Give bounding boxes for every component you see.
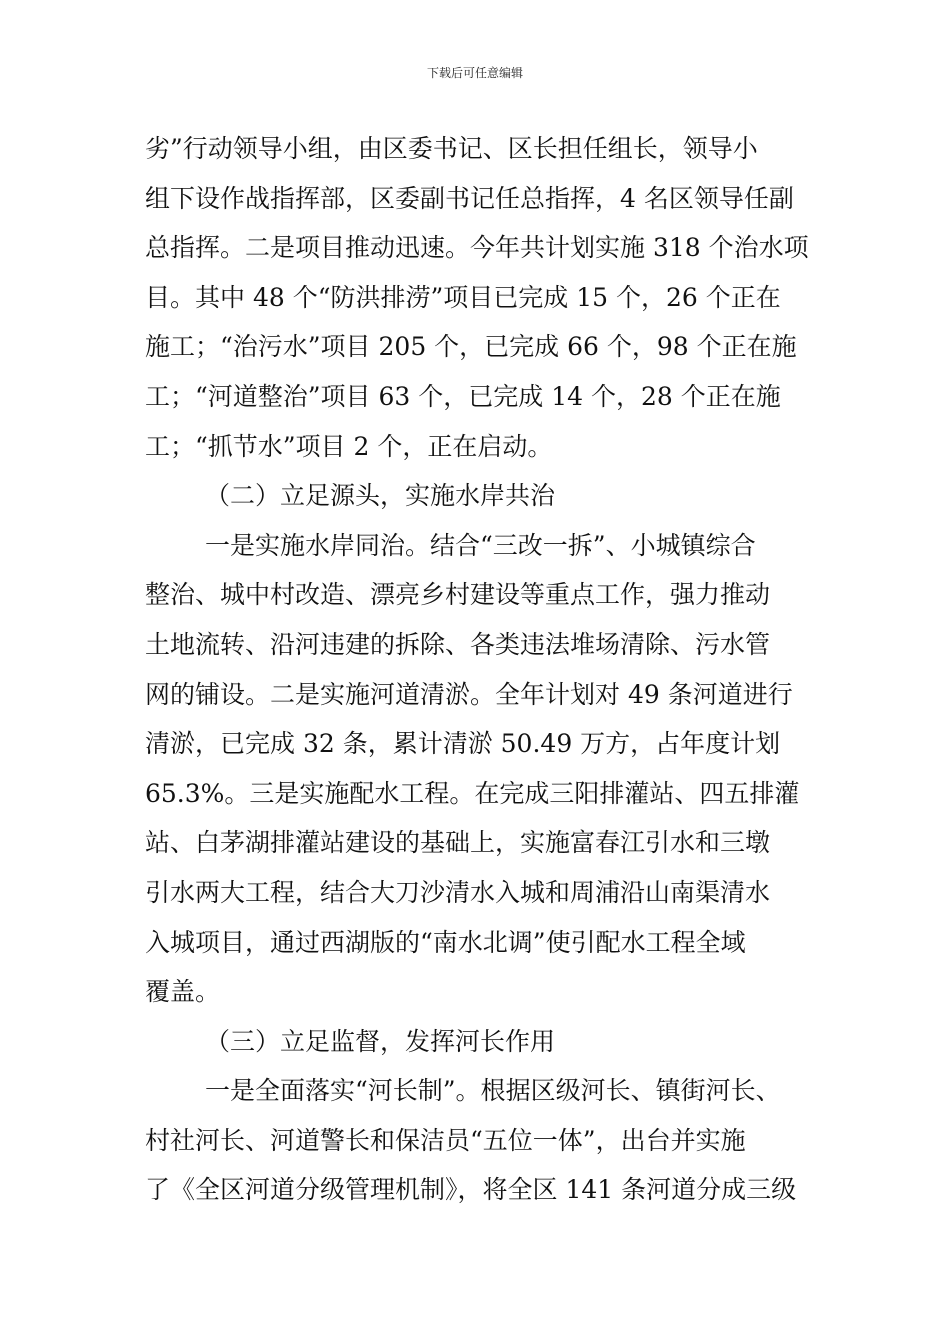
text-line: 网的铺设。二是实施河道清淤。全年计划对 49 条河道进行: [145, 679, 793, 709]
text-line: 65.3%。三是实施配水工程。在完成三阳排灌站、四五排灌: [145, 778, 800, 808]
text-line: 站、白茅湖排灌站建设的基础上，实施富春江引水和三墩: [145, 828, 771, 858]
text-line: 引水两大工程，结合大刀沙清水入城和周浦沿山南渠清水: [145, 877, 771, 907]
document-body: [145, 124, 825, 1215]
section-heading: （二）立足源头，实施水岸共治: [205, 481, 556, 511]
section-heading: （三）立足监督，发挥河长作用: [205, 1026, 556, 1056]
text-line: 劣”行动领导小组，由区委书记、区长担任组长，领导小: [145, 134, 758, 163]
text-line: 施工；“治污水”项目 205 个，已完成 66 个，98 个正在施: [145, 332, 797, 362]
text-line: 清淤，已完成 32 条，累计清淤 50.49 万方，占年度计划: [145, 729, 781, 759]
paragraph-first-line: 一是实施水岸同治。结合“三改一拆”、小城镇综合: [205, 530, 756, 560]
text-line: 土地流转、沿河违建的拆除、各类违法堆场清除、污水管: [145, 629, 771, 659]
page-header: 下载后可任意编辑: [426, 66, 523, 80]
text-line: 目。其中 48 个“防洪排涝”项目已完成 15 个，26 个正在: [145, 282, 781, 312]
text-line: 组下设作战指挥部，区委副书记任总指挥，4 名区领导任副: [145, 183, 794, 213]
text-line: 覆盖。: [145, 977, 221, 1007]
text-line: 村社河长、河道警长和保洁员“五位一体”，出台并实施: [145, 1125, 746, 1155]
text-line: 整治、城中村改造、漂亮乡村建设等重点工作，强力推动: [145, 580, 771, 610]
paragraph-first-line: 一是全面落实“河长制”。根据区级河长、镇街河长、: [205, 1076, 781, 1106]
text-line: 总指挥。二是项目推动迅速。今年共计划实施 318 个治水项: [145, 233, 809, 263]
text-line: 了《全区河道分级管理机制》，将全区 141 条河道分成三级: [145, 1175, 797, 1205]
text-line: 工；“抓节水”项目 2 个，正在启动。: [145, 431, 553, 461]
text-line: 入城项目，通过西湖版的“南水北调”使引配水工程全域: [145, 927, 746, 957]
text-line: 工；“河道整治”项目 63 个，已完成 14 个，28 个正在施: [145, 381, 781, 411]
